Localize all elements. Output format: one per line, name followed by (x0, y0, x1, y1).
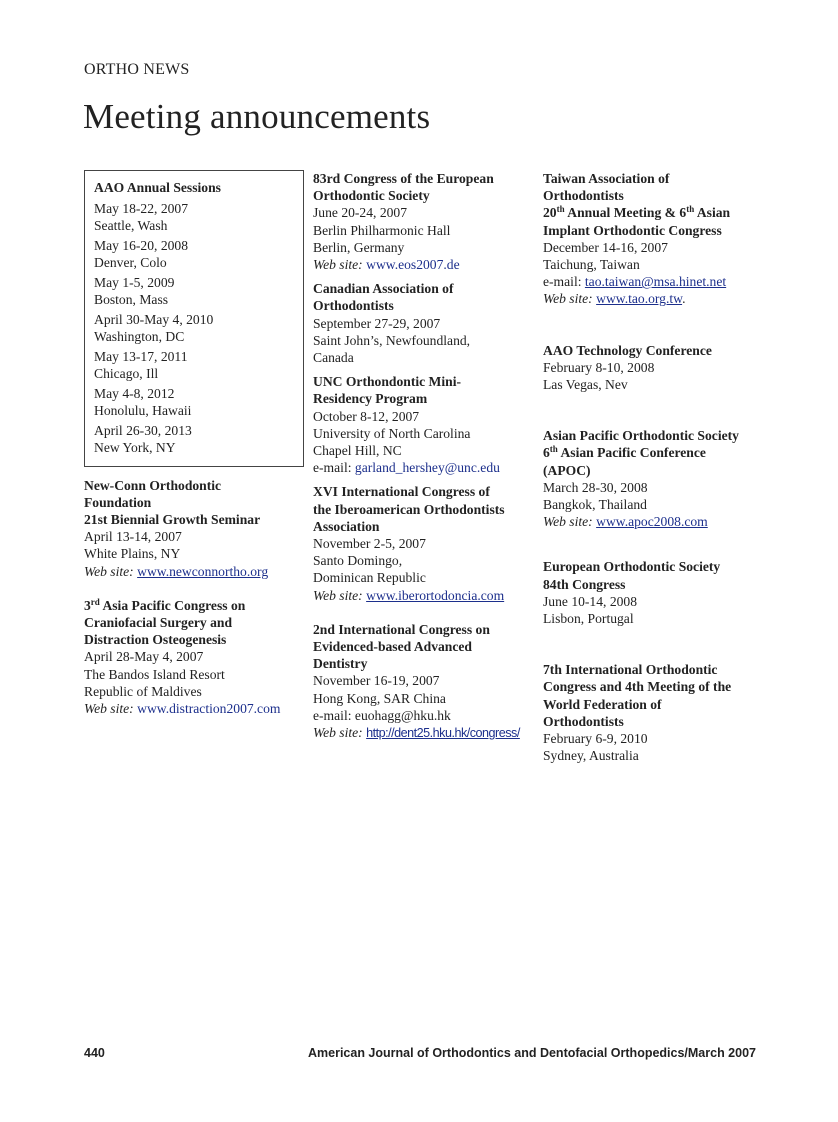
web-label: Web site: (84, 563, 134, 579)
ibero-place-1: Santo Domingo, (313, 553, 403, 569)
unc-place-2: Chapel Hill, NC (313, 443, 402, 459)
apos-place: Bangkok, Thailand (543, 497, 647, 513)
newconn-title-1: New-Conn Orthodontic (84, 477, 222, 493)
web-label: Web site: (543, 514, 593, 530)
canadian-place-2: Canada (313, 350, 354, 366)
evidence-website-link[interactable]: http://dent25.hku.hk/congress/ (366, 726, 520, 741)
unc-place-1: University of North Carolina (313, 425, 471, 441)
taiwan-place: Taichung, Taiwan (543, 257, 640, 273)
aao-tech-title: AAO Technology Conference (543, 342, 712, 358)
unc-email-link[interactable]: garland_hershey@unc.edu (354, 460, 500, 476)
taiwan-title-1: Taiwan Association of (543, 171, 670, 186)
taiwan-date: December 14-16, 2007 (543, 239, 668, 255)
column-right (543, 170, 773, 781)
session-item: May 13-17, 2011 Chicago, Ill (94, 349, 188, 382)
ibero-title-1: XVI International Congress of (313, 484, 490, 500)
web-label: Web site: (313, 257, 363, 273)
canadian-title-2: Orthodontists (313, 298, 394, 314)
evidence-email[interactable]: euohagg@hku.hk (354, 707, 451, 723)
journal-footer: American Journal of Orthodontics and Dentofacial Orthopedics/March 2007 (307, 1046, 756, 1060)
ibero-website-link[interactable]: www.iberortodoncia.com (366, 587, 505, 603)
asia-pacific-cranio-entry (84, 597, 304, 717)
taiwan-title-3: 20th Annual Meeting & 6th Asian (543, 204, 731, 221)
canadian-date: September 27-29, 2007 (313, 315, 441, 331)
column-middle (313, 170, 538, 759)
section-label: ORTHO NEWS (84, 61, 190, 78)
cranio-title-1: 3rd Asia Pacific Congress on (84, 596, 246, 613)
european-83-entry (313, 170, 538, 273)
newconn-entry (84, 477, 304, 580)
eos84-title-2: 84th Congress (543, 576, 626, 592)
newconn-date: April 13-14, 2007 (84, 529, 182, 545)
ibero-place-2: Dominican Republic (313, 570, 426, 586)
apos-title-3: (APOC) (543, 462, 591, 478)
aao-annual-sessions-box (84, 170, 304, 467)
session-item: April 30-May 4, 2010 Washington, DC (94, 312, 214, 345)
session-item: April 26-30, 2013 New York, NY (94, 423, 192, 456)
taiwan-title-4: Implant Orthodontic Congress (543, 222, 722, 238)
taiwan-email-link[interactable]: tao.taiwan@msa.hinet.net (584, 274, 727, 290)
eos84-title-1: European Orthodontic Society (543, 559, 721, 575)
web-label: Web site: (84, 701, 134, 717)
eos84-entry (543, 558, 773, 627)
session-item: May 4-8, 2012 Honolulu, Hawaii (94, 386, 192, 419)
newconn-title-2: Foundation (84, 494, 152, 510)
aao-sessions-title: AAO Annual Sessions (94, 180, 221, 195)
wfo-entry (543, 661, 773, 764)
cranio-place-2: Republic of Maldives (84, 683, 202, 699)
ibero-title-3: Association (313, 518, 380, 534)
web-label: Web site: (543, 291, 593, 307)
ibero-date: November 2-5, 2007 (313, 536, 426, 552)
unc-title-2: Residency Program (313, 391, 428, 407)
evidence-title-2: Evidenced-based Advanced (313, 639, 472, 655)
eos83-place-2: Berlin, Germany (313, 239, 405, 255)
eos84-date: June 10-14, 2008 (543, 593, 638, 609)
session-item: May 18-22, 2007 Seattle, Wash (94, 201, 189, 234)
cranio-date: April 28-May 4, 2007 (84, 649, 204, 665)
web-label: Web site: (313, 725, 363, 741)
newconn-website-link[interactable]: www.newconnortho.org (137, 563, 269, 579)
apos-entry (543, 427, 773, 530)
eos83-title-1: 83rd Congress of the European (313, 171, 494, 186)
canadian-place-1: Saint John’s, Newfoundland, (313, 332, 471, 348)
email-label: e-mail: (313, 460, 352, 476)
ibero-title-2: the Iberoamerican Orthodontists (313, 501, 505, 517)
aao-tech-date: February 8-10, 2008 (543, 359, 655, 375)
eos83-website-link[interactable]: www.eos2007.de (366, 257, 460, 273)
wfo-title-2: Congress and 4th Meeting of the (543, 679, 732, 695)
apos-title-2: 6th Asian Pacific Conference (543, 444, 706, 461)
cranio-title-2: Craniofacial Surgery and (84, 615, 233, 631)
canadian-entry (313, 280, 538, 366)
session-item: May 1-5, 2009 Boston, Mass (94, 275, 175, 308)
wfo-title-4: Orthodontists (543, 713, 624, 729)
unc-entry (313, 373, 538, 476)
cranio-place-1: The Bandos Island Resort (84, 666, 225, 682)
evidence-title-3: Dentistry (313, 656, 368, 672)
taiwan-title-2: Orthodontists (543, 188, 624, 204)
eos83-place-1: Berlin Philharmonic Hall (313, 222, 451, 238)
apos-date: March 28-30, 2008 (543, 479, 648, 495)
session-item: May 16-20, 2008 Denver, Colo (94, 238, 189, 271)
aao-tech-place: Las Vegas, Nev (543, 377, 628, 393)
newconn-title-3: 21st Biennial Growth Seminar (84, 512, 261, 528)
cranio-title-3: Distraction Osteogenesis (84, 632, 227, 648)
page-number: 440 (84, 1046, 105, 1060)
email-label: e-mail: (313, 707, 352, 723)
unc-date: October 8-12, 2007 (313, 408, 420, 424)
evidence-entry (313, 621, 538, 742)
canadian-title-1: Canadian Association of (313, 281, 454, 297)
taiwan-entry: Taiwan Association of Orthodontists 20th Annual Meeting & 6th Asian Implant Orthodontic Congress December 14-16, 2007 Taichung, Taiwan e-mail: tao.taiwan@msa.hinet.net Web site: www.tao.org.tw. (543, 170, 773, 308)
wfo-place: Sydney, Australia (543, 748, 639, 764)
aao-tech-entry (543, 342, 773, 394)
page-title: Meeting announcements (83, 97, 431, 136)
eos83-date: June 20-24, 2007 (313, 205, 408, 221)
column-left (84, 170, 304, 734)
web-label: Web site: (313, 587, 363, 603)
taiwan-website-link[interactable]: www.tao.org.tw (596, 291, 683, 307)
wfo-title-3: World Federation of (543, 696, 662, 712)
cranio-website-link[interactable]: www.distraction2007.com (137, 701, 281, 717)
eos83-title-2: Orthodontic Society (313, 188, 430, 204)
newconn-place: White Plains, NY (84, 546, 181, 562)
eos84-place: Lisbon, Portugal (543, 611, 634, 627)
apos-website-link[interactable]: www.apoc2008.com (596, 514, 708, 530)
wfo-date: February 6-9, 2010 (543, 731, 648, 747)
wfo-title-1: 7th International Orthodontic (543, 662, 718, 678)
ibero-entry (313, 483, 538, 603)
evidence-date: November 16-19, 2007 (313, 673, 440, 689)
apos-title-1: Asian Pacific Orthodontic Society (543, 428, 739, 444)
evidence-title-1: 2nd International Congress on (313, 621, 490, 637)
email-label: e-mail: (543, 274, 582, 290)
evidence-place: Hong Kong, SAR China (313, 690, 446, 706)
unc-title-1: UNC Orthondontic Mini- (313, 374, 462, 390)
